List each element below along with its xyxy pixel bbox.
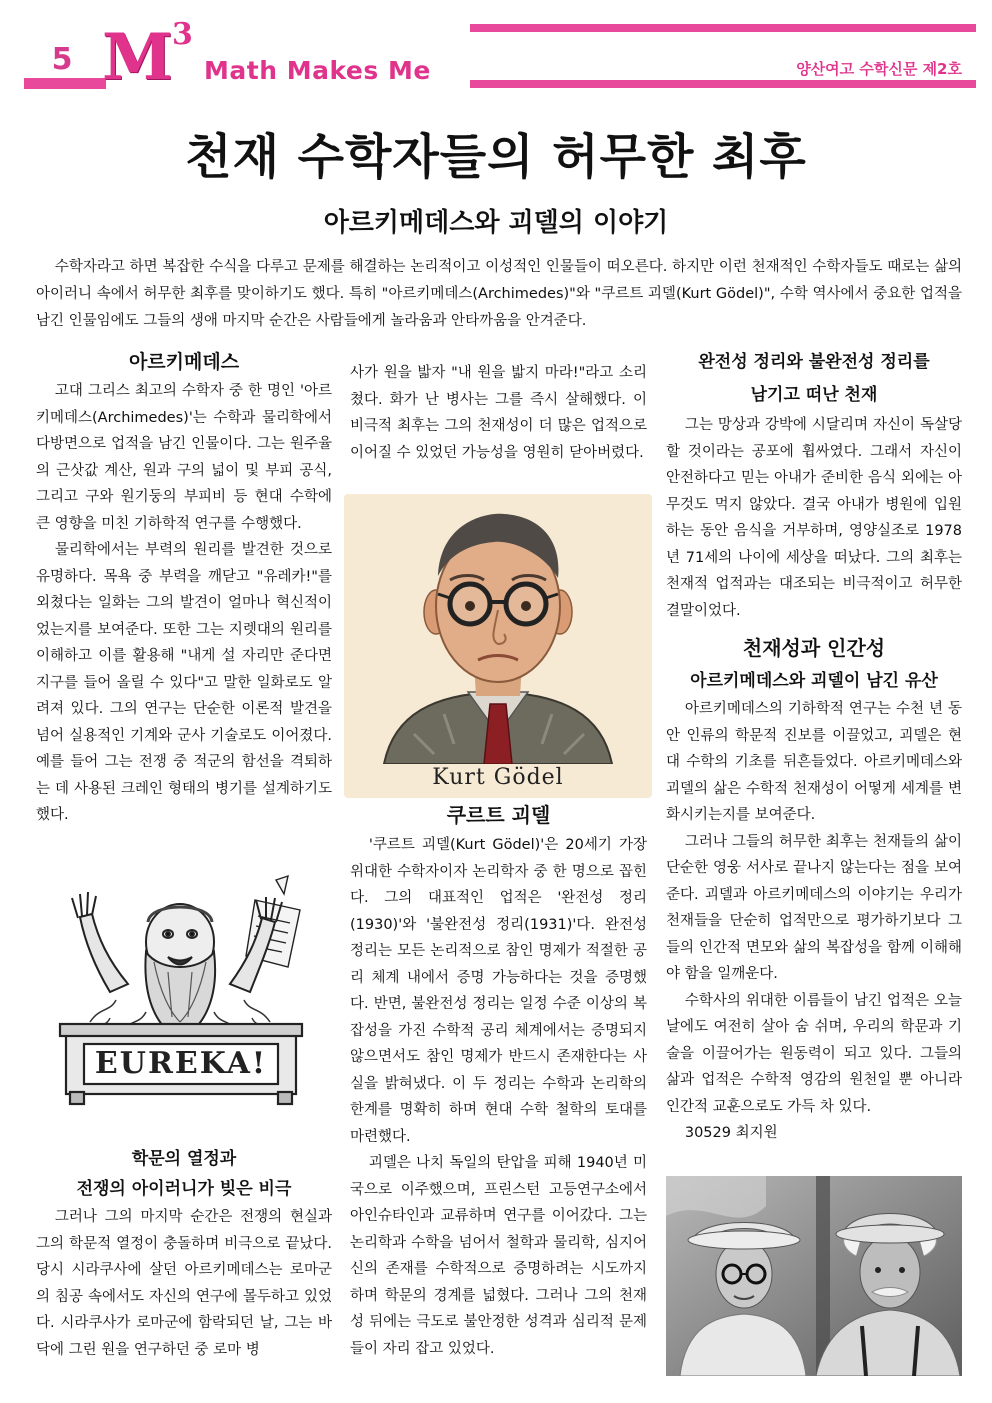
- godel-paragraph-2: 괴델은 나치 독일의 탄압을 피해 1940년 미국으로 이주했으며, 프린스턴 고등연구소에서 아인슈타인과 교류하며 연구를 이어갔다. 그는 논리학과 수학을 넘어서 철학과 물리학, 심지어 신의 존재를 수학적으로 증명하려는 시도까지 하며 학문의 경계를 넓혔다. 그러나 그의 천재성 뒤에는 극도로 불안정한 성격과 심리적 문제들이 자리 잡고 있었다.: [350, 1155, 647, 1357]
- legacy-paragraph-2: 그러나 그들의 허무한 최후는 천재들의 삶이 단순한 영웅 서사로 끝나지 않는다는 점을 보여준다. 괴델과 아르키메데스의 이야기는 우리가 천재들을 단순히 업적만으로 평가하기보다 그들의 인간적 면모와 삶의 복잡성을 함께 이해해야 함을 일깨운다.: [666, 833, 962, 982]
- archimedes-paragraph-continued: 사가 원을 밟자 "내 원을 밟지 마라!"라고 소리쳤다. 화가 난 병사는 그를 즉시 살해했다. 이 비극적 최후는 그의 천재성이 더 많은 업적으로 이어질 수 있었던 가능성을 영원히 닫아버렸다.: [350, 365, 647, 461]
- archimedes-subheading-1: 학문의 열정과: [131, 1149, 237, 1169]
- archimedes-heading: 아르키메데스: [128, 351, 240, 373]
- header-bar-left: [24, 78, 106, 89]
- issue-label: 양산여고 수학신문 제2호: [796, 60, 962, 78]
- eureka-illustration: [50, 872, 312, 1108]
- godel-portrait-drawing: [344, 494, 652, 764]
- author-signature: 30529 최지원: [684, 1125, 778, 1141]
- middle-column-top: [350, 360, 647, 466]
- archimedes-subheading-2: 전쟁의 아이러니가 빚은 비극: [76, 1179, 292, 1199]
- right-column: [666, 346, 962, 1147]
- logo-superscript: 3: [172, 17, 193, 52]
- godel-end-paragraph: 그는 망상과 강박에 시달리며 자신이 독살당할 것이라는 공포에 휩싸였다. 그래서 자신이 안전하다고 믿는 아내가 준비한 음식 외에는 아무것도 먹지 않았다. 결국 아내가 병원에 입원하는 동안 음식을 거부하며, 영양실조로 1978년 71세의 나이에 세상을 떠났다. 그의 최후는 천재적 업적과는 대조되는 비극적이고 허무한 결말이었다.: [666, 417, 962, 619]
- archimedes-paragraph-1: 고대 그리스 최고의 수학자 중 한 명인 '아르키메데스(Archimedes)'는 수학과 물리학에서 다방면으로 업적을 남긴 인물이다. 그는 원주율의 근삿값 계산, 원과 구의 넓이 및 부피 공식, 그리고 구와 원기둥의 부피비 등 현대 수학에 큰 영향을 미친 기하학적 연구를 수행했다.: [36, 383, 332, 532]
- archimedes-column-bottom: [36, 1144, 332, 1363]
- archimedes-bath-drawing: [50, 872, 312, 1108]
- article-title: 천재 수학자들의 허무한 최후: [185, 129, 807, 185]
- godel-portrait: [344, 494, 652, 798]
- legacy-paragraph-3: 수학사의 위대한 이름들이 남긴 업적은 오늘날에도 여전히 살아 숨 쉬며, 우리의 학문과 기술을 이끌어가는 원동력이 되고 있다. 그들의 삶과 업적은 수학적 영감의 원천일 뿐 아니라 인간적 교훈으로도 가득 차 있다.: [666, 992, 962, 1115]
- godel-end-heading-2: 남기고 떠난 천재: [750, 385, 878, 405]
- godel-paragraph-1: '쿠르트 괴델(Kurt Gödel)'은 20세기 가장 위대한 수학자이자 논리학자 중 한 명으로 꼽힌다. 그의 대표적인 업적은 '완전성 정리(1930)'와 '불완전성 정리(1931)'다. 완전성 정리는 모든 논리적으로 참인 명제가 적절한 공리 체계 내에서 증명 가능하다는 것을 증명했다. 반면, 불완전성 정리는 일정 수준 이상의 복잡성을 가진 수학적 공리 체계에서는 증명되지 않으면서도 참인 명제가 반드시 존재한다는 사실을 밝혀냈다. 이 두 정리는 수학과 논리학의 한계를 명확히 하며 현대 수학 철학의 토대를 마련했다.: [350, 837, 647, 1145]
- archimedes-paragraph-3: 그러나 그의 마지막 순간은 전쟁의 현실과 그의 학문적 열정이 충돌하며 비극으로 끝났다. 당시 시라쿠사에 살던 아르키메데스는 로마군의 침공 속에서도 자신의 연구에 몰두하고 있었다. 시라쿠사가 로마군에 함락되던 날, 그는 바닥에 그린 원을 연구하던 중 로마 병: [36, 1209, 332, 1358]
- logo-letter: M: [102, 20, 171, 95]
- godel-end-heading-1: 완전성 정리와 불완전성 정리를: [698, 352, 930, 372]
- article-subtitle: 아르키메데스와 괴델의 이야기: [323, 208, 669, 238]
- godel-heading: 쿠르트 괴델: [446, 803, 551, 827]
- godel-einstein-photo: [666, 1176, 962, 1376]
- archimedes-paragraph-2: 물리학에서는 부력의 원리를 발견한 것으로 유명하다. 목욕 중 부력을 깨닫고 "유레카!"를 외쳤다는 일화는 그의 발견이 얼마나 혁신적이었는지를 보여준다. 또한 그는 지렛대의 원리를 이해하고 이를 활용해 "내게 설 자리만 준다면 지구를 들어 올릴 수 있다"고 말한 일화로도 알려져 있다. 그의 연구는 단순한 이론적 발견을 넘어 실용적인 기계와 군사 기술로도 이어졌다. 예를 들어 그는 전쟁 중 적군의 함선을 격퇴하는 데 사용된 크레인 형태의 병기를 설계하기도 했다.: [36, 542, 332, 823]
- godel-column: [350, 798, 647, 1362]
- legacy-subheading: 아르키메데스와 괴델이 남긴 유산: [690, 671, 938, 691]
- header-bar-right-bottom: [470, 80, 976, 88]
- godel-portrait-caption: Kurt Gödel: [432, 765, 564, 790]
- eureka-label: EUREKA!: [94, 1046, 268, 1081]
- photo-drawing: [666, 1176, 962, 1376]
- header-bar-right-top: [470, 24, 976, 32]
- genius-humanity-heading: 천재성과 인간성: [742, 636, 886, 660]
- logo-text: Math Makes Me: [204, 56, 431, 85]
- page-number: 5: [51, 42, 73, 77]
- legacy-paragraph-1: 아르키메데스의 기하학적 연구는 수천 년 동안 인류의 학문적 진보를 이끌었고, 괴델은 현대 수학의 기초를 뒤흔들었다. 아르키메데스와 괴델의 삶은 수학적 천재성이 어떻게 세계를 변화시키는지를 보여준다.: [666, 701, 962, 823]
- archimedes-column-top: [36, 346, 332, 829]
- intro-paragraph: 수학자라고 하면 복잡한 수식을 다루고 문제를 해결하는 논리적이고 이성적인 인물들이 떠오른다. 하지만 이런 천재적인 수학자들도 때로는 삶의 아이러니 속에서 허무한 최후를 맞이하기도 했다. 특히 "아르키메데스(Archimedes)"와 "쿠르트 괴델(Kurt Gödel)", 수학 역사에서 중요한 업적을 남긴 인물임에도 그들의 생애 마지막 순간은 사람들에게 놀라움과 안타까움을 안겨준다.: [36, 259, 962, 329]
